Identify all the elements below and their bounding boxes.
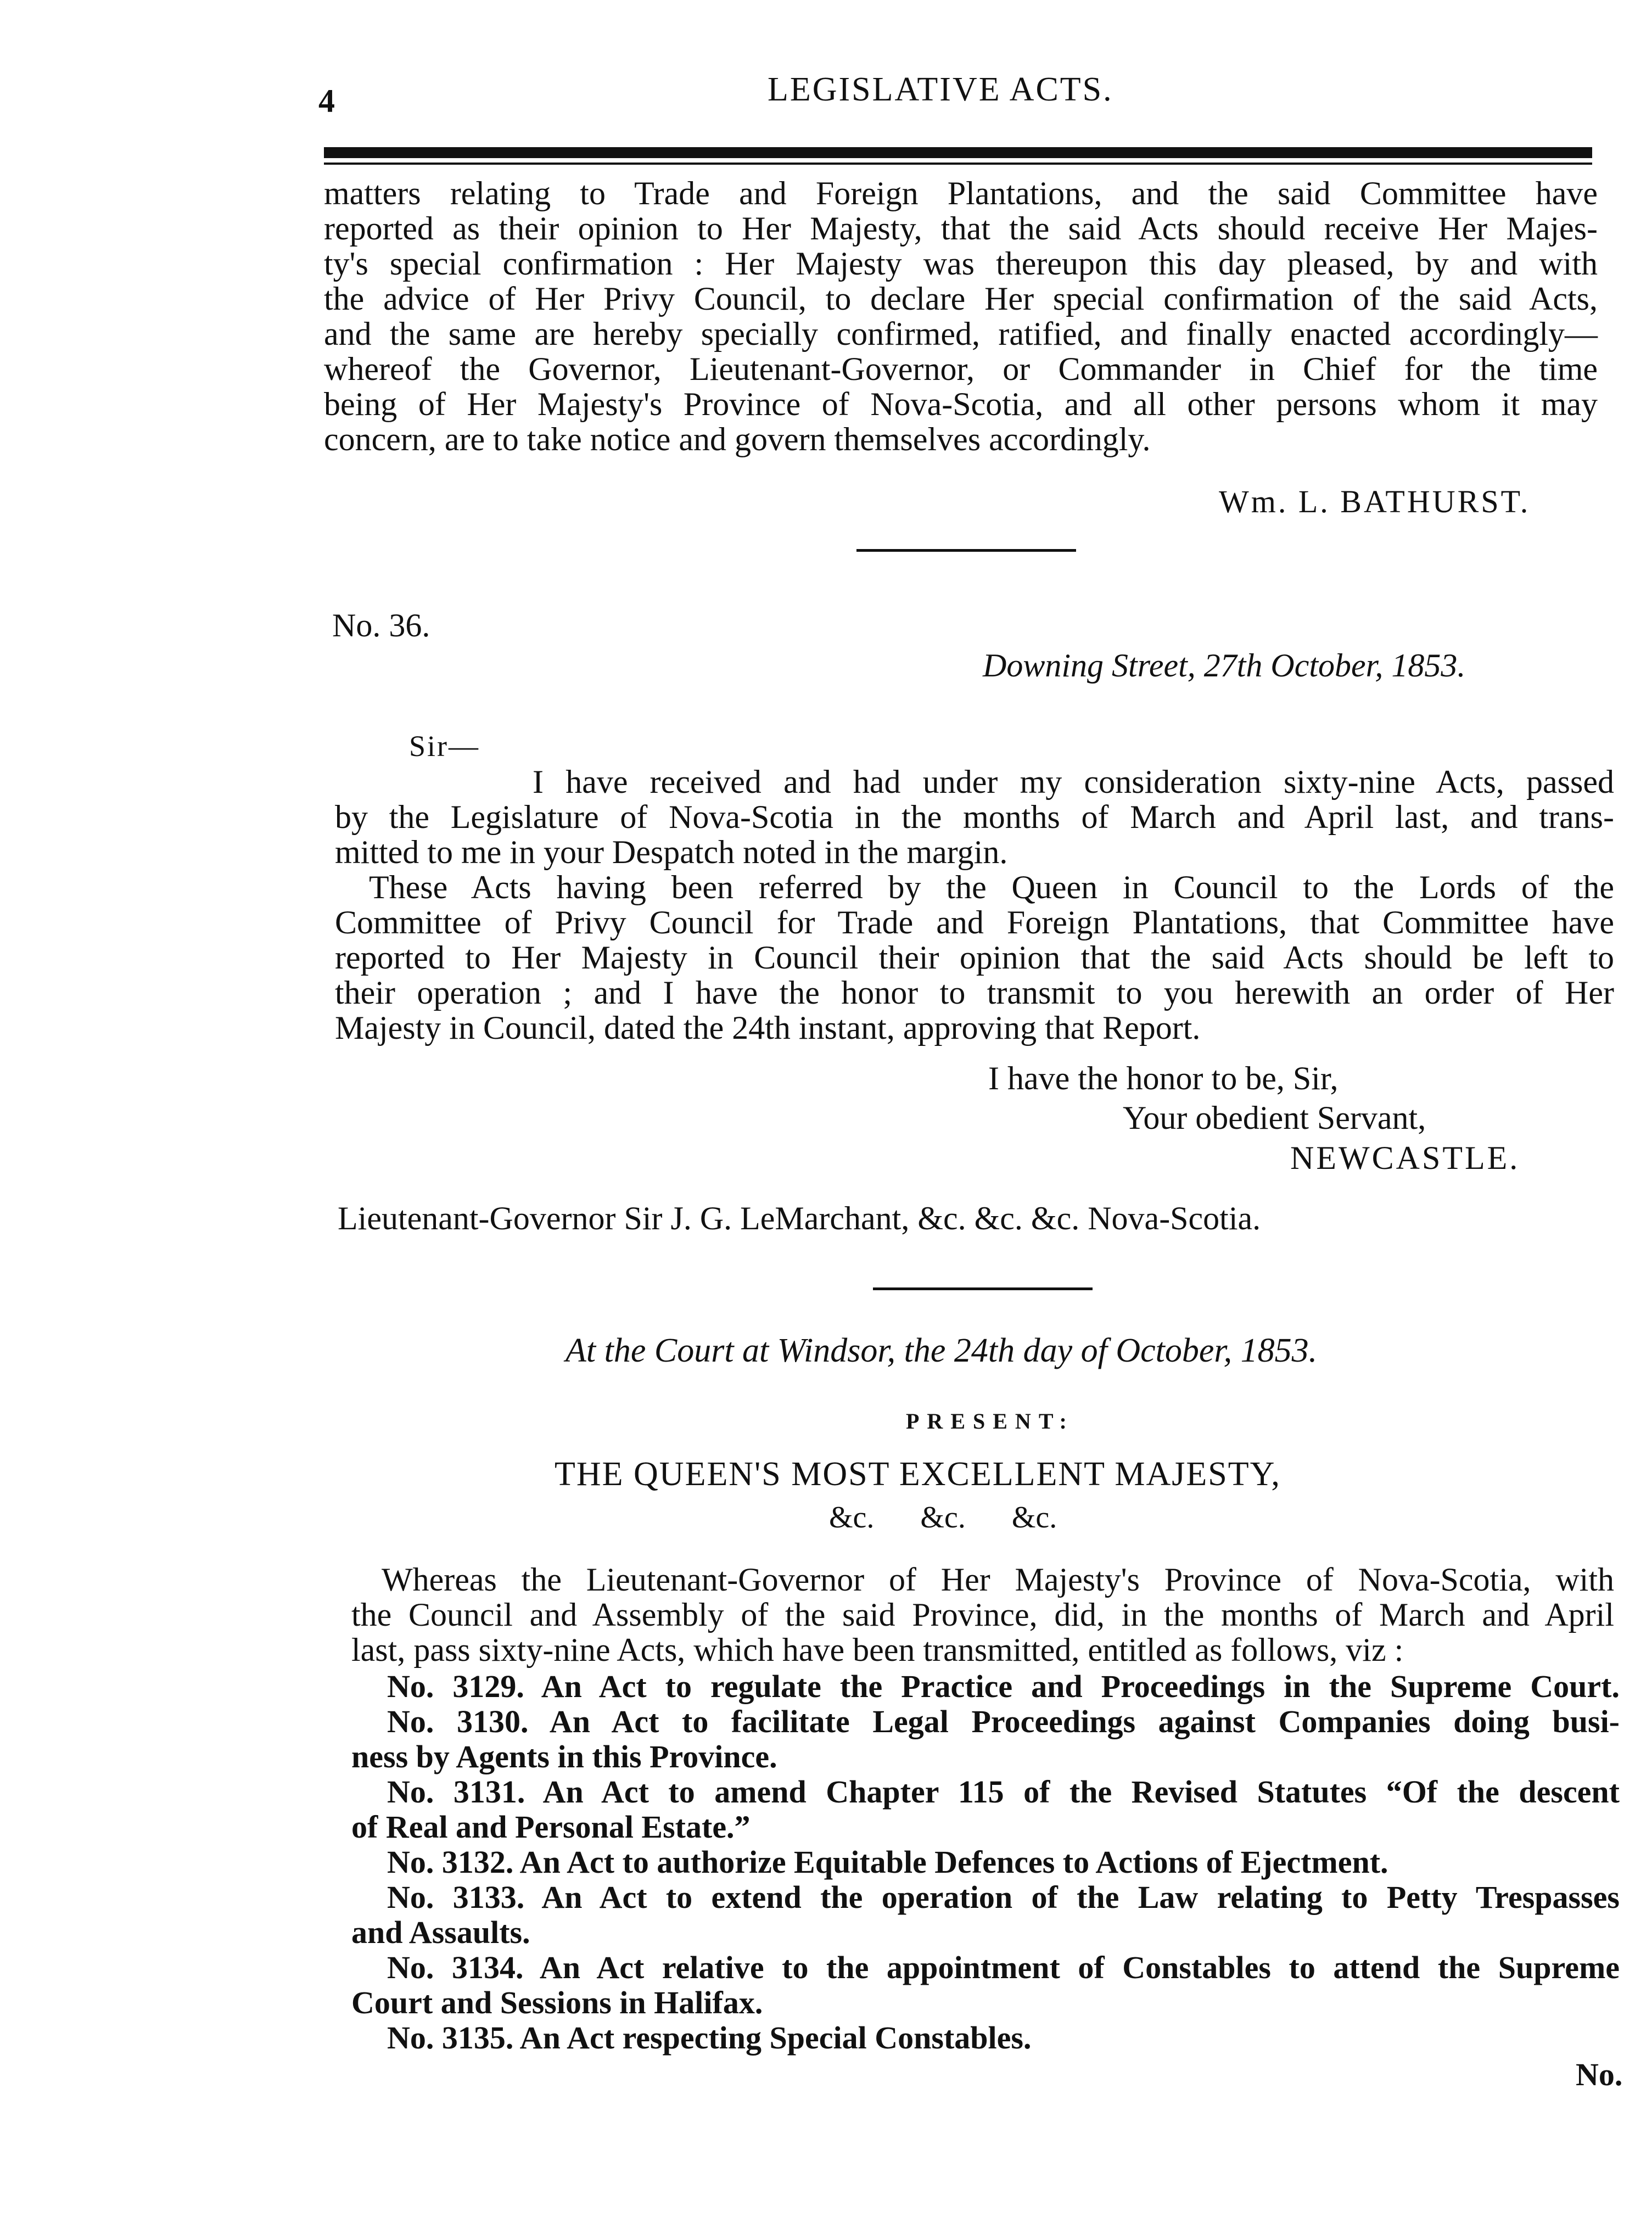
text-line: last, pass sixty-nine Acts, which have been transmitted, entitled as follows, viz : [351, 1632, 1404, 1668]
text-line: by the Legislature of Nova-Scotia in the months of March and April last, and trans- [335, 799, 1614, 835]
act-line: of Real and Personal Estate.” [351, 1809, 751, 1845]
letter-body [335, 764, 1614, 1045]
text-line: their operation ; and I have the honor to transmit to you herewith an order of Her [335, 975, 1614, 1011]
court-heading: THE QUEEN'S MOST EXCELLENT MAJESTY, [555, 1455, 1281, 1493]
newcastle-signature: NEWCASTLE. [1290, 1140, 1520, 1176]
header-rule [324, 147, 1592, 158]
acts-list [351, 1669, 1620, 2056]
text-line: Majesty in Council, dated the 24th instant, approving that Report. [335, 1010, 1201, 1046]
catchword: No. [1576, 2057, 1623, 2092]
act-line: No. 3132. An Act to authorize Equitable Defences to Actions of Ejectment. [387, 1844, 1388, 1880]
whereas-paragraph [351, 1562, 1614, 1667]
act-line: Court and Sessions in Halifax. [351, 1985, 763, 2020]
text-line: being of Her Majesty's Province of Nova-Scotia, and all other persons whom it may [324, 386, 1598, 422]
letter-dateline: Downing Street, 27th October, 1853. [983, 647, 1466, 684]
court-dateline: At the Court at Windsor, the 24th day of October, 1853. [565, 1332, 1318, 1369]
letter-salutation: Sir— [409, 730, 480, 763]
page-number: 4 [318, 83, 335, 119]
intro-paragraph [324, 176, 1598, 457]
running-title: LEGISLATIVE ACTS. [768, 71, 1113, 108]
letter-number: No. 36. [332, 607, 430, 643]
text-line: reported as their opinion to Her Majesty, that the said Acts should receive Her Majes- [324, 210, 1598, 247]
text-line: Committee of Privy Council for Trade and Foreign Plantations, that Committee have [335, 904, 1614, 940]
text-line: reported to Her Majesty in Council their opinion that the said Acts should be left to [335, 939, 1614, 976]
text-line: concern, are to take notice and govern themselves accordingly. [324, 421, 1151, 457]
act-line: No. 3131. An Act to amend Chapter 115 of the Revised Statutes “Of the descent [387, 1774, 1620, 1810]
letter-closing: I have the honor to be, Sir, [988, 1060, 1339, 1096]
act-line: No. 3134. An Act relative to the appointment of Constables to attend the Supreme [387, 1950, 1620, 1985]
text-line: whereof the Governor, Lieutenant-Governor, or Commander in Chief for the time [324, 351, 1598, 387]
section-separator [873, 1287, 1093, 1290]
text-line: ty's special confirmation : Her Majesty was thereupon this day pleased, by and with [324, 245, 1598, 282]
act-line: No. 3130. An Act to facilitate Legal Proceedings against Companies doing busi- [387, 1704, 1620, 1739]
text-line: the advice of Her Privy Council, to declare Her special confirmation of the said Acts, [324, 281, 1598, 317]
letter-addressee: Lieutenant-Governor Sir J. G. LeMarchant, &c. &c. &c. Nova-Scotia. [338, 1200, 1261, 1236]
act-line: No. 3135. An Act respecting Special Constables. [387, 2020, 1032, 2056]
present-label: PRESENT: [906, 1409, 1074, 1434]
act-line: and Assaults. [351, 1914, 530, 1950]
bathurst-signature: Wm. L. BATHURST. [1219, 484, 1531, 519]
text-line: These Acts having been referred by the Queen in Council to the Lords of the [369, 869, 1614, 905]
text-line: matters relating to Trade and Foreign Plantations, and the said Committee have [324, 175, 1598, 211]
act-line: No. 3133. An Act to extend the operation of the Law relating to Petty Trespasses [387, 1879, 1620, 1915]
text-line: Whereas the Lieutenant-Governor of Her Majesty's Province of Nova-Scotia, with [382, 1561, 1614, 1598]
section-separator [856, 549, 1076, 552]
text-line: the Council and Assembly of the said Province, did, in the months of March and April [351, 1597, 1614, 1633]
letter-closing: Your obedient Servant, [1123, 1100, 1426, 1136]
text-line: I have received and had under my consideration sixty-nine Acts, passed [533, 764, 1614, 800]
act-line: ness by Agents in this Province. [351, 1739, 777, 1774]
header-rule-thin [324, 163, 1592, 165]
text-line: mitted to me in your Despatch noted in the margin. [335, 834, 1008, 870]
court-etc: &c. &c. &c. [829, 1500, 1057, 1535]
text-line: and the same are hereby specially confirmed, ratified, and finally enacted accordingly— [324, 316, 1598, 352]
act-line: No. 3129. An Act to regulate the Practice and Proceedings in the Supreme Court. [387, 1668, 1620, 1704]
